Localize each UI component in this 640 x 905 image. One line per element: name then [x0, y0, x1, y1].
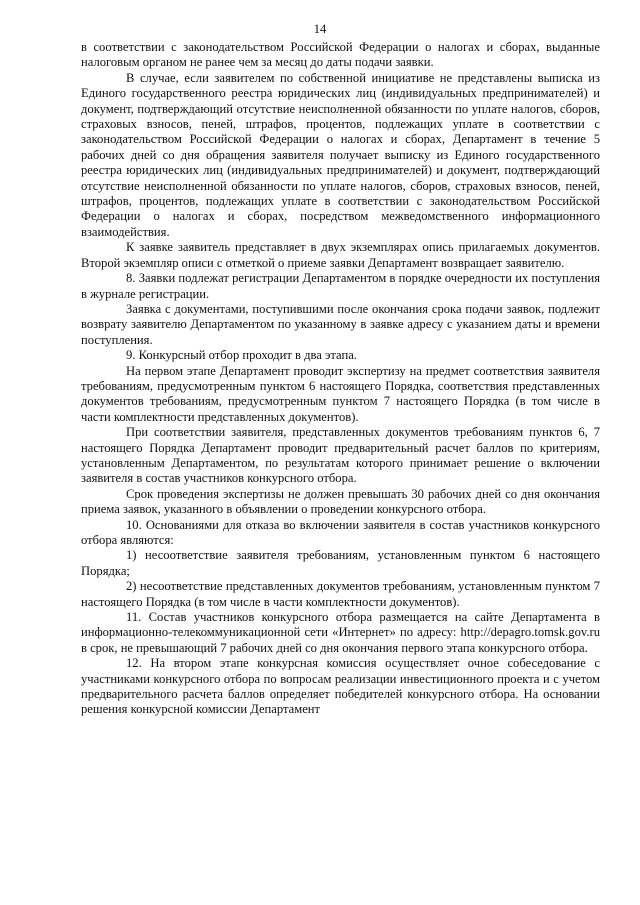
paragraph-item-10-2: 2) несоответствие представленных документов требованиям, установленным пунктом 7 настоящего Порядка (в том числе в части комплектности документов). [81, 579, 600, 609]
paragraph-item-10-1: 1) несоответствие заявителя требованиям, установленным пунктом 6 настоящего Порядка; [81, 548, 600, 578]
document-body [81, 40, 600, 718]
paragraph-preliminary-score: При соответствии заявителя, представленных документов требованиям пунктов 6, 7 настоящего Порядка Департамент проводит предварительный расчет баллов по критериям, установленным Департаментом, по результатам которого принимает решение о включении заявителя в состав участников конкурсного отбора. [81, 425, 600, 486]
page-number: 14 [313, 22, 327, 36]
paragraph-continuation: в соответствии с законодательством Российской Федерации о налогах и сборах, выданные налоговым органом не ранее чем за месяц до даты подачи заявки. [81, 40, 600, 70]
paragraph-expertise-term: Срок проведения экспертизы не должен превышать 30 рабочих дней со дня окончания приема заявок, указанного в объявлении о проведении конкурсного отбора. [81, 486, 600, 517]
paragraph-inventory: К заявке заявитель представляет в двух экземплярах опись прилагаемых документов. Второй экземпляр описи с отметкой о приеме заявки Департамент возвращает заявителю. [81, 240, 600, 270]
paragraph-item-8: 8. Заявки подлежат регистрации Департаментом в порядке очередности их поступления в журнале регистрации. [81, 271, 600, 301]
paragraph-late-applications: Заявка с документами, поступившими после окончания срока подачи заявок, подлежит возврату заявителю Департаментом по указанному в заявке адресу с указанием даты и времени поступления. [81, 301, 600, 347]
paragraph-item-10: 10. Основаниями для отказа во включении заявителя в состав участников конкурсного отбора являются: [81, 517, 600, 547]
paragraph-item-11: 11. Состав участников конкурсного отбора размещается на сайте Департамента в информационно-телекоммуникационной сети «Интернет» по адресу: http://depagro.tomsk.gov.ru в срок, не превышающий 7 рабочих дней со дня окончания первого этапа конкурсного отбора. [81, 610, 600, 655]
paragraph-first-stage: На первом этапе Департамент проводит экспертизу на предмет соответствия заявителя требованиям, предусмотренным пунктом 6 настоящего Порядка, соответствия представленных документов требованиям, предусмотренным пунктом 7 настоящего Порядка (в том числе в части комплектности представленных документов). [81, 363, 600, 424]
paragraph-item-12: 12. На втором этапе конкурсная комиссия осуществляет очное собеседование с участниками конкурсного отбора по вопросам реализации инвестиционного проекта и с учетом предварительного расчета баллов определяет победителей конкурсного отбора. На основании решения конкурсной комиссии Департамент [81, 656, 600, 717]
paragraph-extract-request: В случае, если заявителем по собственной инициативе не представлены выписка из Единого государственного реестра юридических лиц (индивидуальных предпринимателей) и документ, подтверждающий отсутствие неисполненной обязанности по уплате налогов, сборов, страховых взносов, пеней, штрафов, процентов, подлежащих уплате в соответствии с законодательством Российской Федерации о налогах и сборах, Департамент в течение 5 рабочих дней со дня обращения заявителя получает выписку из Единого государственного реестра юридических лиц (индивидуальных предпринимателей) и документ, подтверждающий отсутствие неисполненной обязанности по уплате налогов, сборов, страховых взносов, пеней, штрафов, процентов, подлежащих уплате в соответствии с законодательством Российской Федерации о налогах и сборах, посредством межведомственного информационного взаимодействия. [81, 70, 600, 239]
paragraph-item-9: 9. Конкурсный отбор проходит в два этапа. [126, 348, 357, 363]
